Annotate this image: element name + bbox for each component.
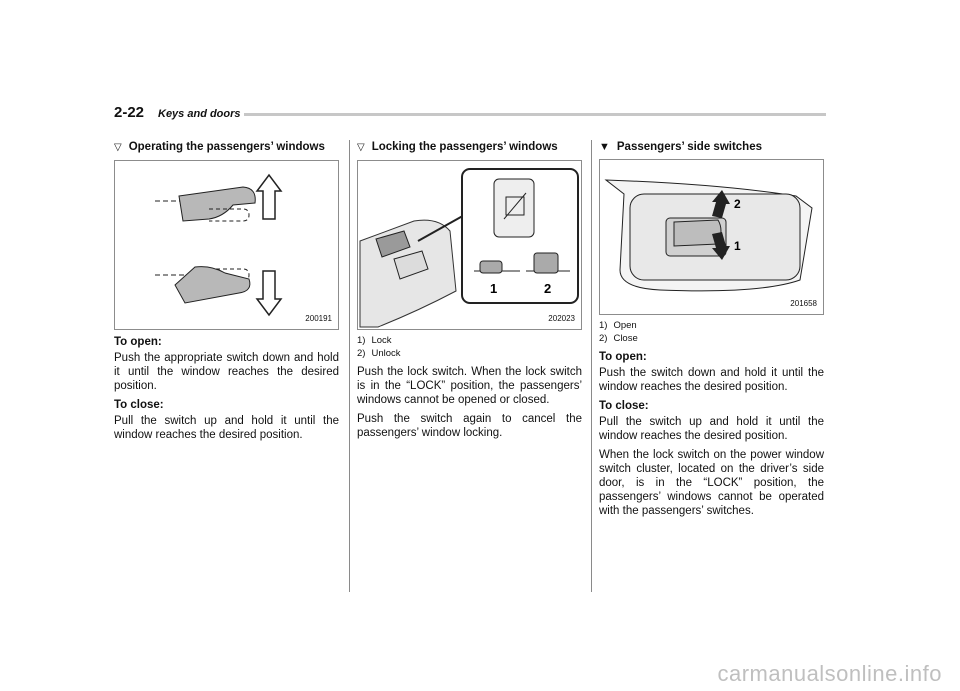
passenger-switch-illustration xyxy=(600,160,825,314)
lock-switch-illustration xyxy=(358,161,583,329)
to-close-text: Pull the switch up and hold it until the window reaches the desired position. xyxy=(599,416,824,442)
figure-switch-operation xyxy=(114,160,339,330)
header-rule xyxy=(244,113,826,116)
heading-text: Operating the passengers’ windows xyxy=(128,141,325,153)
column-divider-2 xyxy=(591,140,592,592)
section-heading xyxy=(599,140,824,154)
watermark: carmanualsonline.info xyxy=(717,661,942,686)
callout-1: 1 xyxy=(734,239,741,253)
to-open-label: To open: xyxy=(114,336,162,348)
switch-operation-illustration xyxy=(115,161,340,329)
lock-paragraph-1: Push the lock switch. When the lock switch is in the “LOCK” position, the passengers’ windows cannot be opened or closed. xyxy=(357,366,582,406)
section-heading xyxy=(357,140,582,155)
figure-captions xyxy=(357,335,582,360)
to-open-text: Push the switch down and hold it until the window reaches the desired position. xyxy=(599,367,824,393)
page-number: 2-22 xyxy=(114,104,145,121)
column-locking-windows xyxy=(357,140,582,440)
to-open-label: To open: xyxy=(599,351,647,363)
figure-lock-switch xyxy=(357,160,582,330)
caption-item: 1) Open xyxy=(599,320,637,331)
callout-2: 2 xyxy=(734,197,741,211)
column-divider-1 xyxy=(349,140,350,592)
caption-item: 2) Close xyxy=(599,332,638,344)
lock-paragraph-2: Push the switch again to cancel the passengers’ window locking. xyxy=(357,413,582,439)
section-title: Keys and doors xyxy=(158,108,241,120)
heading-text: Passengers’ side switches xyxy=(616,141,762,153)
column-passenger-switches xyxy=(599,140,824,518)
to-open-text: Push the appropriate switch down and hold it until the window reaches the desired position. xyxy=(114,352,339,392)
page-header xyxy=(114,104,826,124)
figure-id: 202023 xyxy=(548,314,575,323)
figure-passenger-switch xyxy=(599,159,824,315)
figure-captions xyxy=(599,320,824,345)
callout-2: 2 xyxy=(544,281,552,296)
caption-item: 2) Unlock xyxy=(357,347,401,359)
callout-1: 1 xyxy=(490,281,498,296)
figure-id: 200191 xyxy=(305,314,332,323)
figure-id: 201658 xyxy=(790,299,817,308)
heading-triangle-icon: ▽ xyxy=(114,142,122,153)
heading-text: Locking the passengers’ windows xyxy=(371,141,558,153)
heading-triangle-icon: ▽ xyxy=(357,142,365,153)
to-close-text: Pull the switch up and hold it until the window reaches the desired position. xyxy=(114,415,339,441)
to-close-label: To close: xyxy=(114,399,164,411)
caption-item: 1) Lock xyxy=(357,335,392,346)
lock-note-paragraph: When the lock switch on the power window switch cluster, located on the driver’s side door, is in the “LOCK” position, the passengers’ windows cannot be operated with the passengers’ switches. xyxy=(599,449,824,517)
heading-marker-icon: ▼ xyxy=(599,141,610,153)
column-operating-windows xyxy=(114,140,339,442)
to-close-label: To close: xyxy=(599,400,649,412)
section-heading xyxy=(114,140,339,155)
